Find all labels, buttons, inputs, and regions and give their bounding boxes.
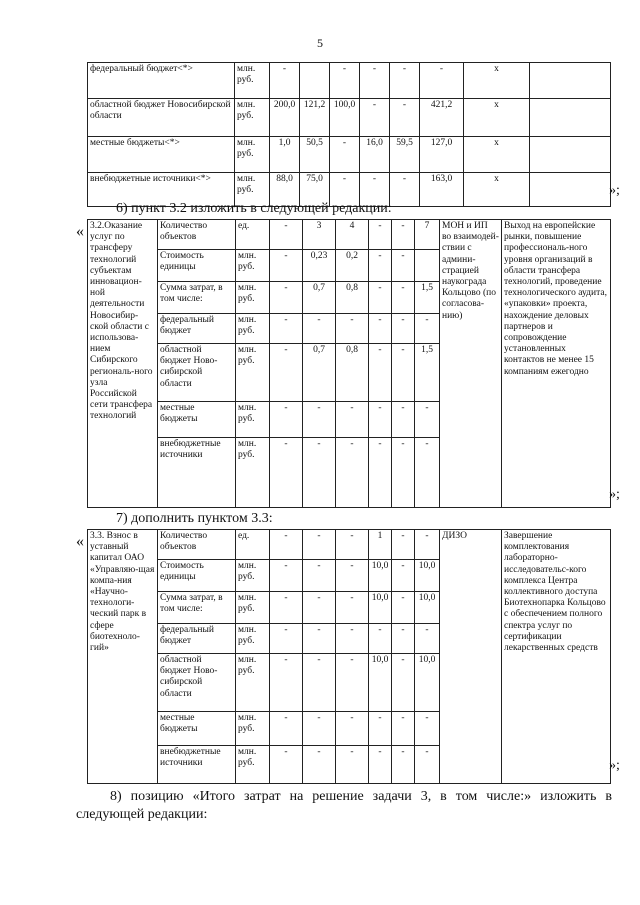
value-cell: 4 [336,220,369,250]
value-cell: - [336,624,369,654]
value-cell: - [360,63,390,99]
value-cell: - [392,530,415,560]
value-cell: - [392,344,415,402]
indicator-name: внебюджетные источники [158,746,236,784]
result-cell [530,99,611,137]
value-cell: 127,0 [420,137,464,173]
value-cell: - [415,624,440,654]
unit-cell: млн. руб. [236,592,270,624]
indicator-name: Количество объектов [158,530,236,560]
value-cell: - [270,220,303,250]
unit-cell: млн. руб. [235,137,270,173]
value-cell: 100,0 [330,99,360,137]
task-3-2-table [87,219,611,508]
value-cell: - [392,712,415,746]
value-cell: 1,5 [415,282,440,314]
value-cell: - [392,282,415,314]
value-cell: - [336,560,369,592]
value-cell: 7 [415,220,440,250]
value-cell: - [303,438,336,508]
value-cell: - [270,592,303,624]
unit-cell: ед. [236,220,270,250]
value-cell: 88,0 [270,173,300,207]
indicator-name: областной бюджет Ново-сибирской области [158,344,236,402]
result-cell [530,173,611,207]
value-cell: - [392,654,415,712]
value-cell: - [330,137,360,173]
value-cell: - [369,746,392,784]
budget-source-name: внебюджетные источники<*> [88,173,235,207]
unit-cell: млн. руб. [236,282,270,314]
indicator-name: Стоимость единицы [158,560,236,592]
value-cell: - [270,250,303,282]
value-cell: 10,0 [369,560,392,592]
expected-result-cell: Завершение комплектования лабораторно-исследовательс-кого комплекса Центра коллективного доступа Биотехнопарка Кольцово с обеспечением полного спектра услуг по сертификации лекарственных средств [502,530,611,784]
value-cell: - [392,560,415,592]
value-cell: - [270,438,303,508]
budget-continuation-table [87,62,611,207]
executor-cell: x [464,137,530,173]
value-cell: 10,0 [369,592,392,624]
value-cell: - [390,63,420,99]
value-cell: - [336,314,369,344]
indicator-name: Количество объектов [158,220,236,250]
unit-cell: млн. руб. [236,560,270,592]
value-cell: - [369,250,392,282]
value-cell: - [390,99,420,137]
value-cell: - [270,624,303,654]
value-cell: 163,0 [420,173,464,207]
task-name-cell: 3.3. Взнос в уставный капитал ОАО «Управляю-щая компа-ния «Научно-технологи-ческий парк в сфере биотехноло-гий» [88,530,158,784]
unit-cell: млн. руб. [236,344,270,402]
value-cell: 0,7 [303,282,336,314]
value-cell: 421,2 [420,99,464,137]
value-cell: - [303,592,336,624]
value-cell: 0,23 [303,250,336,282]
table1-closing-quote: »; [609,183,620,198]
value-cell: - [270,654,303,712]
unit-cell: ед. [236,530,270,560]
value-cell: - [390,173,420,207]
value-cell: - [369,438,392,508]
table3-closing-quote: »; [609,758,620,773]
value-cell: - [369,282,392,314]
value-cell: - [270,402,303,438]
value-cell [415,250,440,282]
paragraph-7: 7) дополнить пунктом 3.3: [116,511,273,526]
value-cell: - [336,712,369,746]
value-cell: - [303,530,336,560]
unit-cell: млн. руб. [236,746,270,784]
value-cell: - [369,220,392,250]
value-cell: - [369,712,392,746]
value-cell: 200,0 [270,99,300,137]
executor-cell: x [464,173,530,207]
value-cell: 10,0 [415,592,440,624]
value-cell: - [336,438,369,508]
value-cell: - [392,438,415,508]
value-cell: 1 [369,530,392,560]
value-cell: - [330,173,360,207]
value-cell: - [369,402,392,438]
unit-cell: млн. руб. [235,99,270,137]
value-cell: 3 [303,220,336,250]
table2-closing-quote: »; [609,487,620,502]
value-cell: - [270,530,303,560]
page-number: 5 [317,36,323,50]
value-cell: - [270,63,300,99]
value-cell: - [369,314,392,344]
executor-cell: x [464,99,530,137]
value-cell: - [303,314,336,344]
value-cell: - [369,624,392,654]
table-row [88,220,611,250]
unit-cell: млн. руб. [236,314,270,344]
value-cell: - [392,402,415,438]
indicator-name: федеральный бюджет [158,314,236,344]
value-cell: - [392,592,415,624]
value-cell: 10,0 [415,654,440,712]
value-cell: - [336,746,369,784]
indicator-name: Стоимость единицы [158,250,236,282]
value-cell: - [392,746,415,784]
value-cell: 50,5 [300,137,330,173]
executor-cell: МОН и ИП во взаимодей-ствии с админи-страцией наукограда Кольцово (по согласова-нию) [440,220,502,508]
value-cell: 0,7 [303,344,336,402]
unit-cell: млн. руб. [236,438,270,508]
value-cell: 10,0 [415,560,440,592]
value-cell: - [303,654,336,712]
task-3-3-table [87,529,611,784]
paragraph-8: 8) позицию «Итого затрат на решение задачи 3, в том числе:» изложить в следующей редакции: [76,789,612,823]
value-cell: - [303,560,336,592]
value-cell: - [270,344,303,402]
task-name-cell: 3.2.Оказание услуг по трансферу технологий субъектам инновацион-ной деятельности Новосибир-ской области с использова-нием Сибирского региональ-ного узла Российской сети трансфера технологий [88,220,158,508]
budget-source-name: федеральный бюджет<*> [88,63,235,99]
indicator-name: Сумма затрат, в том числе: [158,592,236,624]
budget-source-name: областной бюджет Новосибирской области [88,99,235,137]
value-cell: - [303,624,336,654]
value-cell: - [415,402,440,438]
value-cell: - [270,314,303,344]
table3-open-quote: « [76,533,84,550]
value-cell: 0,8 [336,282,369,314]
unit-cell: млн. руб. [236,654,270,712]
value-cell: - [369,344,392,402]
unit-cell: млн. руб. [236,624,270,654]
indicator-name: федеральный бюджет [158,624,236,654]
value-cell: - [303,712,336,746]
value-cell: - [415,530,440,560]
value-cell: - [392,624,415,654]
value-cell: - [336,530,369,560]
value-cell: - [303,402,336,438]
value-cell: 0,2 [336,250,369,282]
value-cell: 1,5 [415,344,440,402]
indicator-name: местные бюджеты [158,402,236,438]
value-cell: - [360,173,390,207]
result-cell [530,63,611,99]
indicator-name: местные бюджеты [158,712,236,746]
value-cell: - [330,63,360,99]
value-cell: - [336,592,369,624]
value-cell: 59,5 [390,137,420,173]
indicator-name: областной бюджет Ново-сибирской области [158,654,236,712]
value-cell: - [270,746,303,784]
expected-result-cell: Выход на европейские рынки, повышение профессиональ-ного уровня организаций в области трансфера технологий, проведение технологического аудита, «упаковки» проекта, нахождение деловых партнеров и сопровождение установленных контактов не менее 15 компаниям ежегодно [502,220,611,508]
value-cell: 1,0 [270,137,300,173]
value-cell: 0,8 [336,344,369,402]
value-cell: 121,2 [300,99,330,137]
value-cell: - [303,746,336,784]
table-row [88,530,611,560]
unit-cell: млн. руб. [236,250,270,282]
value-cell: - [415,438,440,508]
value-cell: - [392,250,415,282]
executor-cell: x [464,63,530,99]
value-cell: - [336,654,369,712]
unit-cell: млн. руб. [235,173,270,207]
value-cell: - [420,63,464,99]
value-cell: - [270,560,303,592]
indicator-name: внебюджетные источники [158,438,236,508]
value-cell: - [360,99,390,137]
value-cell: - [336,402,369,438]
table-row [88,137,611,173]
value-cell: - [415,712,440,746]
unit-cell: млн. руб. [236,402,270,438]
indicator-name: Сумма затрат, в том числе: [158,282,236,314]
budget-source-name: местные бюджеты<*> [88,137,235,173]
table-row [88,99,611,137]
unit-cell: млн. руб. [236,712,270,746]
value-cell: - [415,314,440,344]
executor-cell: ДИЗО [440,530,502,784]
table-row [88,63,611,99]
value-cell: 75,0 [300,173,330,207]
value-cell: - [270,712,303,746]
value-cell: - [392,314,415,344]
paragraph-6: 6) пункт 3.2 изложить в следующей редакции: [116,201,392,216]
table2-open-quote: « [76,223,84,240]
value-cell: - [270,282,303,314]
value-cell [300,63,330,99]
result-cell [530,137,611,173]
value-cell: 10,0 [369,654,392,712]
value-cell: - [415,746,440,784]
unit-cell: млн. руб. [235,63,270,99]
value-cell: - [392,220,415,250]
value-cell: 16,0 [360,137,390,173]
